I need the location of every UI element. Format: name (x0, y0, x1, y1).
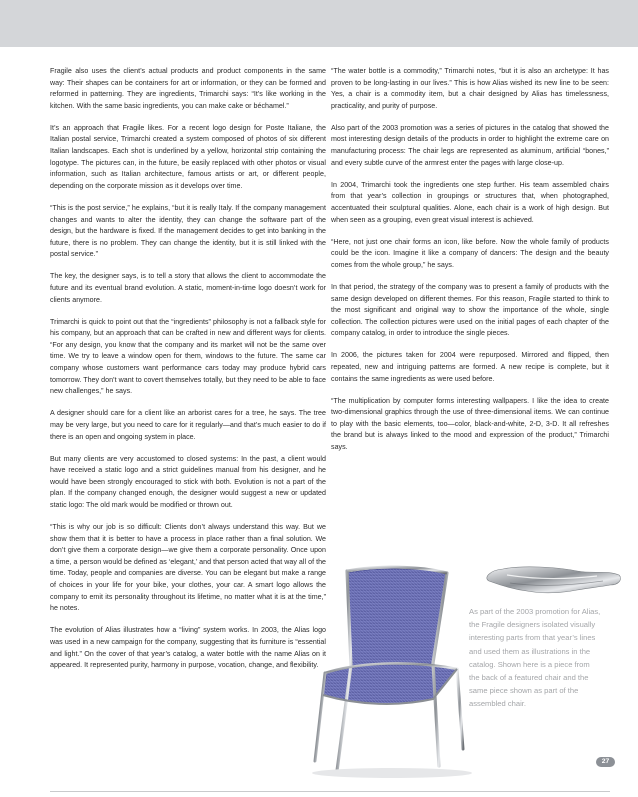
photo-caption: As part of the 2003 promotion for Alias, the Fragile designers isolated visually interesting parts from that year’s lines and used them as illustrations in the catalog. Shown here is a piece from the back of a featured chair and the same piece shown as part of the assembled chair. (469, 607, 601, 709)
paragraph: “The multiplication by computer forms interesting wallpapers. I like the idea to create two-dimensional graphics through the use of three-dimensional items. We can continue to play with the basic elements, too—color, black-and-white, 2-D, 3-D. It all refreshes the brand but is always linked to the mood and expression of the product,” Trimarchi says. (331, 396, 609, 452)
paragraph: Trimarchi is quick to point out that the “ingredients” philosophy is not a fallback style for his company, but an approach that can be crafted in new and different ways for clients. “For any design, you know that the company and its market will not be the same over time. We try to leave a window open for them, windows to the future. The same car company whose customers want performance cars today may produce hybrid cars tomorrow. They don’t want to covert themselves totally, but they need to be able to face new challenges,” he says. (50, 317, 326, 396)
paragraph: But many clients are very accustomed to closed systems: In the past, a client would have received a static logo and a strict guidelines manual from his designer, and he would have been strongly encouraged to stick with both. Evolution is not a part of the plan. If the company changed enough, the designer would suggest a new or updated static logo: The old mark would be modified or thrown out. (50, 454, 326, 509)
page-number: 27 (596, 757, 615, 767)
chrome-part-detail (487, 567, 621, 593)
left-text-column (50, 66, 326, 682)
paragraph: The key, the designer says, is to tell a story that allows the client to accommodate the future and its eventual brand evolution. A static, moment-in-time logo doesn’t work for clients anymore. (50, 272, 326, 304)
paragraph: “Here, not just one chair forms an icon, like before. Now the whole family of products could be the icon. Imagine it like a company of dancers: The design and the beauty comes from the whole group,” he says. (331, 237, 609, 269)
paragraph: Also part of the 2003 promotion was a series of pictures in the catalog that showed the most interesting design details of the products in order to highlight the extreme care on manufacturing process: The chair legs are represented as aluminum, artificial “bones,” and every subtle curve of the armrest enter the pages with large close-up. (331, 123, 609, 167)
paragraph: “The water bottle is a commodity,” Trimarchi notes, “but it is also an archetype: It has proven to be long-lasting in our lives.” This is how Alias wished its new line to be seen: Yes, a chair is a commodity item, but a chair designed by Alias has timelessness, practicality, and purity of purpose. (331, 67, 609, 110)
paragraph: It’s an approach that Fragile likes. For a recent logo design for Poste Italiane, the Italian postal service, Trimarchi created a system composed of photos of six different Italian landscapes. Each shot is underlined by a yellow, horizontal strip containing the logotype. The pictures can, in the future, be easily replaced with other photos or visual information, such as Italian architecture, famous artists or art, or different people, depending on the corporate mission as it develops over time. (50, 123, 326, 190)
footer-divider (50, 791, 610, 792)
paragraph: The evolution of Alias illustrates how a “living” system works. In 2003, the Alias logo was used in a new campaign for the company, suggesting that its furniture is “essential and light.” On the cover of that year’s catalog, a water bottle with the name Alias on it appeared. It represented purity, harmony in purpose, vocation, change, and flexibility. (50, 626, 326, 670)
paragraph: In 2004, Trimarchi took the ingredients one step further. His team assembled chairs from that year’s collection in groupings or structures that, when photographed, accentuated their sculptural qualities. Alone, each chair is a work of high design. But when seen as a grouping, even great visual interest is achieved. (331, 180, 609, 224)
paragraph: “This is the post service,” he explains, “but it is really Italy. If the company management changes and wants to alter the identity, they can change the software part of the design, but the hardware is fixed. If the management decides to get into banking in the future, there is no problem. They can change the identity, but it is still linked with the postal service.” (50, 203, 326, 259)
top-header-band (0, 0, 638, 47)
right-text-column (331, 66, 609, 464)
paragraph: In 2006, the pictures taken for 2004 were repurposed. Mirrored and flipped, then repeated, new and intriguing patterns are formed. A new recipe is complete, but it contains the same ingredients as were used before. (331, 351, 609, 383)
paragraph: “This is why our job is so difficult: Clients don’t always understand this way. But we show them that it is better to have a process in place rather than a final solution. We don’t give them a corporate design—we give them a corporate personality. Once upon a time, a person would be defined as ‘elegant,’ and that person acted that way all of the time. Today, people and companies are diverse. You can be elegant but make a range of choices in your life for your bike, your clothes, your car. A smart logo allows the company to emit its personality throughout its lifetime, no matter what it is at the time,” he notes. (50, 523, 326, 613)
paragraph: A designer should care for a client like an arborist cares for a tree, he says. The tree may be very large, but you need to care for it regularly—and that’s much easier to do if there is an open and ongoing system in place. (50, 409, 326, 441)
paragraph: In that period, the strategy of the company was to present a family of products with the same design developed on different themes. For this reason, Fragile started to think to the most significant and original way to show the importance of the whole, single collection. The collection pictures were used on the initial pages of each chapter of the company catalog, in order to introduce the single pieces. (331, 282, 609, 338)
paragraph: Fragile also uses the client’s actual products and product components in the same way: Their shapes can be containers for art or information, or they can be formed and reformed in patterning. They are ingredients, Trimarchi says: “It’s like working in the kitchen. With the same basic ingredients, you can make cake or béchamel.” (50, 67, 326, 110)
